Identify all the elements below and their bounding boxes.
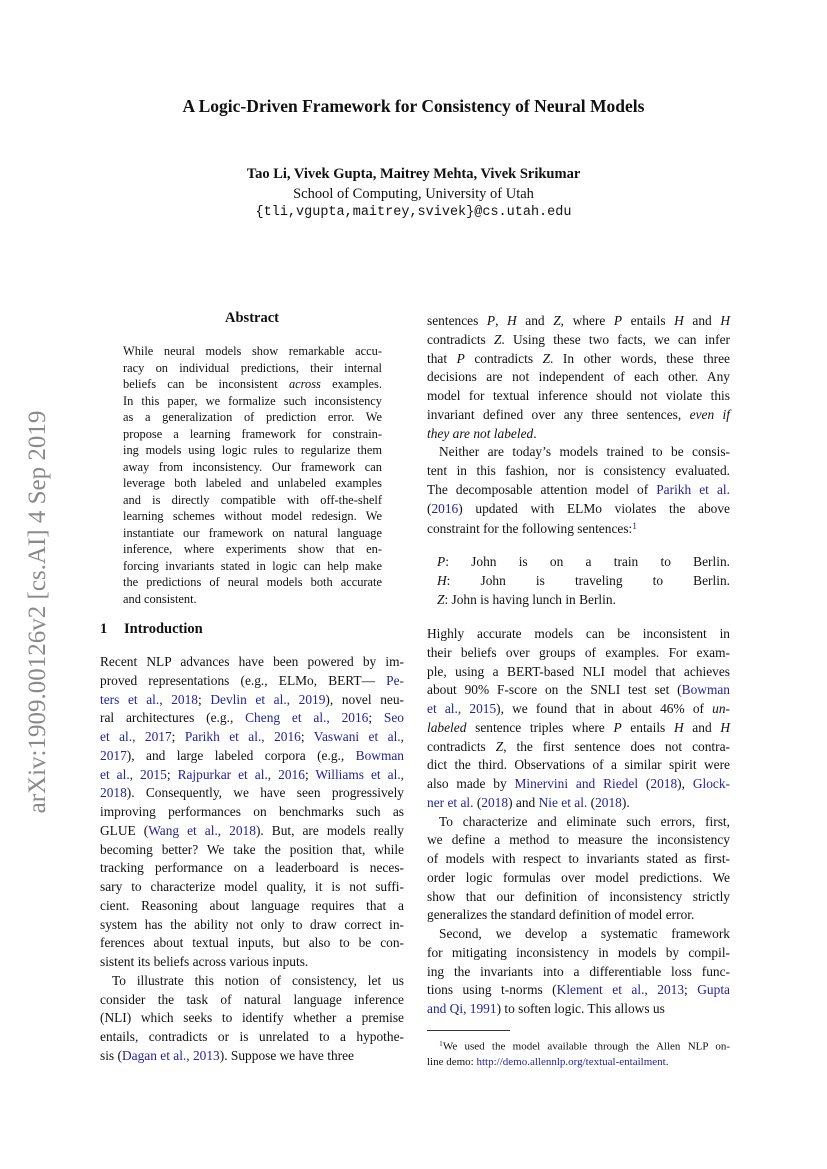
- section-number: 1: [100, 621, 108, 637]
- text-line: [100, 1047, 404, 1066]
- text-line: [100, 859, 404, 878]
- text-line: [427, 869, 730, 888]
- text-run: ) updated with ELMo violates the above: [458, 500, 730, 516]
- math-variable: Z: [553, 313, 561, 328]
- text-line: [123, 426, 382, 443]
- text-run: learning schemes without model redesign. We: [123, 509, 382, 523]
- text-run: and consistent.: [123, 591, 197, 606]
- text-run: contradicts: [427, 331, 494, 347]
- text-run: . Using these two facts, we can infer: [501, 331, 730, 347]
- text-line: [100, 878, 404, 897]
- text-line: [100, 822, 404, 841]
- text-run: ;: [684, 982, 698, 998]
- text-run: ;: [171, 729, 185, 744]
- text-run: show that our definition of inconsistency strictly: [427, 888, 730, 904]
- citation-link[interactable]: Nie et al.: [538, 794, 588, 810]
- text-run: invariant defined over any three sentences,: [427, 406, 690, 422]
- text-line: [100, 1009, 404, 1028]
- text-line: [100, 991, 404, 1010]
- text-run: The decomposable attention model of: [427, 481, 657, 497]
- text-run: While neural models show remarkable accu-: [123, 344, 382, 358]
- emphasis: un-: [712, 701, 731, 716]
- text-line: [427, 312, 730, 331]
- text-line: [427, 553, 730, 572]
- example-sentences: [427, 553, 730, 609]
- citation-link[interactable]: ters et al., 2018: [100, 691, 198, 707]
- text-run: model for textual inference should not violate this: [427, 388, 730, 403]
- text-line: [123, 343, 382, 360]
- footnote-marker[interactable]: 1: [632, 522, 637, 533]
- text-run: beliefs can be inconsistent: [123, 377, 289, 391]
- text-line: [123, 558, 382, 575]
- text-run: ), and large labeled corpora (e.g.,: [126, 747, 356, 763]
- text-line: [427, 425, 730, 444]
- text-line: [427, 1000, 730, 1019]
- emphasis: labeled: [427, 719, 467, 735]
- citation-link[interactable]: Klement et al., 2013: [556, 982, 685, 998]
- citation-link[interactable]: Vaswani et al.,: [313, 729, 405, 744]
- text-run: decisions are not independent of each other. Any: [427, 369, 730, 385]
- text-line: [427, 981, 730, 1000]
- emphasis: across: [288, 377, 321, 391]
- text-line: [427, 331, 730, 350]
- citation-link[interactable]: 2018: [481, 794, 509, 810]
- text-line: [427, 850, 730, 869]
- text-run: ;: [304, 766, 316, 782]
- text-line: [123, 475, 382, 492]
- text-line: [123, 360, 382, 377]
- text-run: about 90% F-score on the SNLI test set (: [427, 682, 682, 698]
- emphasis: even if: [689, 406, 730, 422]
- text-run: ). Consequently, we have seen progressively: [126, 785, 404, 801]
- text-line: [427, 406, 730, 425]
- math-variable: P: [486, 313, 496, 328]
- text-run: inference, where experiments show that en-: [123, 542, 382, 556]
- citation-link[interactable]: Gupta: [697, 982, 730, 998]
- citation-link[interactable]: and Qi, 1991: [427, 1001, 497, 1016]
- text-line: [100, 803, 404, 822]
- text-run: the predictions of neural models both accurate: [123, 575, 382, 589]
- text-run: (: [427, 500, 432, 516]
- text-line: [427, 719, 730, 738]
- text-line: [100, 897, 404, 916]
- citation-link[interactable]: Minervini and Riedel: [514, 776, 639, 791]
- text-run: for mitigating inconsistency in models by compil-: [427, 944, 730, 960]
- text-run: ), novel neu-: [325, 691, 404, 707]
- text-line: [123, 442, 382, 459]
- math-variable: P: [613, 719, 622, 735]
- text-run: . In other words, these three: [550, 350, 731, 366]
- text-run: improving performances on benchmarks such as: [100, 804, 404, 819]
- text-line: [427, 518, 730, 539]
- text-line: [427, 481, 730, 500]
- text-run: sentences: [427, 313, 487, 328]
- text-line: [100, 728, 404, 747]
- text-run: ,: [495, 313, 508, 328]
- text-run: ) and: [508, 794, 539, 810]
- text-run: ral architectures (e.g.,: [100, 710, 246, 726]
- text-run: sis (: [100, 1047, 122, 1063]
- text-line: [427, 644, 730, 663]
- text-run: and: [683, 313, 721, 328]
- citation-link[interactable]: 2018: [650, 776, 678, 791]
- text-run: Highly accurate models can be inconsistent in: [427, 626, 730, 641]
- math-variable: P: [613, 313, 623, 328]
- text-run: of models with respect to invariants stated as first-: [427, 851, 730, 866]
- text-run: instantiate our framework on natural language: [123, 525, 382, 540]
- citation-link[interactable]: Williams et al.,: [315, 766, 405, 782]
- text-run: racy on individual predictions, their internal: [123, 360, 382, 375]
- text-line: [123, 459, 382, 476]
- affiliation: School of Computing, University of Utah: [293, 186, 534, 202]
- text-run: To illustrate this notion of consistency, let us: [112, 972, 404, 988]
- citation-link[interactable]: 2018: [595, 794, 622, 810]
- text-line: [123, 525, 382, 542]
- text-line: [123, 591, 382, 608]
- section-heading-introduction: [100, 621, 203, 638]
- text-run: sary to characterize model quality, it is not suffi-: [100, 879, 404, 894]
- text-line: [427, 350, 730, 369]
- text-run: constraint for the following sentences:: [427, 521, 633, 537]
- text-run: and: [683, 719, 721, 735]
- text-run: away from inconsistency. Our framework can: [123, 459, 382, 474]
- text-line: [427, 775, 730, 794]
- citation-link[interactable]: 2017: [100, 747, 127, 763]
- text-line: [123, 376, 382, 393]
- text-run: proved representations (e.g., ELMo, BERT—: [100, 672, 387, 688]
- text-run: ;: [166, 766, 178, 782]
- citation-link[interactable]: Devlin et al., 2019: [210, 691, 326, 707]
- text-line: [427, 906, 730, 925]
- citation-link[interactable]: Wang et al., 2018: [148, 822, 256, 838]
- text-run: Recent NLP advances have been powered by im-: [100, 654, 404, 669]
- text-run: ;: [300, 729, 314, 744]
- text-run: sentence triples where: [466, 719, 614, 735]
- text-line: [100, 1028, 404, 1047]
- text-run: and: [516, 313, 554, 328]
- text-run: generalizes the standard definition of model error.: [427, 907, 695, 923]
- abstract-heading: Abstract: [225, 310, 279, 326]
- text-line: [427, 831, 730, 850]
- text-line: [427, 443, 730, 462]
- text-line: [427, 625, 730, 644]
- text-line: [100, 784, 404, 803]
- text-line: [100, 841, 404, 860]
- text-line: [427, 738, 730, 757]
- math-variable: Z: [495, 738, 504, 754]
- math-variable: P: [456, 350, 465, 366]
- text-line: [123, 508, 382, 525]
- text-run: their beliefs over groups of examples. For exam-: [427, 644, 730, 660]
- footnote: [427, 1036, 730, 1070]
- citation-link[interactable]: et al., 2015: [100, 766, 167, 782]
- footnote-marker[interactable]: 1: [439, 1039, 443, 1048]
- text-line: [427, 500, 730, 519]
- math-variable: H: [720, 313, 731, 328]
- text-line: [427, 700, 730, 719]
- text-run: examples.: [320, 377, 382, 391]
- text-run: Second, we develop a systematic framework: [439, 926, 730, 941]
- text-run: tent in this fashion, nor is consistency evaluated.: [427, 463, 730, 478]
- citation-link[interactable]: 2016: [431, 500, 459, 516]
- text-run: ;: [197, 691, 211, 707]
- text-line: [100, 916, 404, 935]
- text-line: [123, 541, 382, 558]
- citation-link[interactable]: et al., 2017: [100, 729, 172, 744]
- citation-link[interactable]: et al., 2015: [427, 701, 497, 716]
- text-line: [427, 756, 730, 775]
- text-run: consider the task of natural language inference: [100, 991, 404, 1007]
- text-line: [427, 1036, 730, 1054]
- citation-link[interactable]: Dagan et al., 2013: [121, 1047, 220, 1063]
- citation-link[interactable]: Bowman: [681, 682, 730, 698]
- text-run: ple, using a BERT-based NLI model that achieves: [427, 663, 730, 679]
- text-line: [100, 691, 404, 710]
- intro-right-column: [427, 625, 730, 1019]
- text-run: that: [427, 350, 457, 366]
- text-run: tions using t-norms (: [427, 982, 557, 998]
- math-variable: H: [437, 572, 447, 588]
- text-run: Neither are today’s models trained to be consis-: [439, 444, 730, 460]
- text-run: cient. Reasoning about language requires that a: [100, 897, 404, 913]
- text-line: [100, 972, 404, 991]
- citation-link[interactable]: Parikh et al.: [656, 481, 730, 497]
- text-run: ing models using logic rules to regularize them: [123, 443, 382, 457]
- text-line: [123, 409, 382, 426]
- text-run: ).: [621, 794, 630, 810]
- text-run: : John is traveling to Berlin.: [446, 572, 730, 588]
- text-run: becoming better? We take the position that, while: [100, 841, 404, 857]
- text-run: entails: [621, 719, 674, 735]
- author-list: Tao Li, Vivek Gupta, Maitrey Mehta, Vivek Srikumar: [246, 166, 581, 182]
- citation-link[interactable]: 2018: [100, 785, 127, 801]
- text-run: In this paper, we formalize such inconsistency: [123, 393, 382, 408]
- text-line: [123, 393, 382, 410]
- citation-link[interactable]: Rajpurkar et al., 2016: [177, 766, 305, 782]
- intro-right-column-top: [427, 312, 730, 539]
- text-line: [427, 813, 730, 832]
- text-run: dict the third. Observations of a similar spirit were: [427, 757, 730, 773]
- text-run: : John is on a train to Berlin.: [445, 554, 730, 569]
- text-line: [427, 368, 730, 387]
- text-run: (: [638, 776, 651, 791]
- author-emails: {tli,vgupta,maitrey,svivek}@cs.utah.edu: [255, 205, 572, 220]
- text-run: we define a method to measure the inconsistency: [427, 832, 730, 848]
- footnote-divider: [427, 1030, 510, 1031]
- paper-title: A Logic-Driven Framework for Consistency of Neural Models: [182, 96, 645, 116]
- text-run: propose a learning framework for constrain-: [123, 426, 382, 441]
- text-run: line demo:: [427, 1056, 477, 1069]
- text-line: [100, 747, 404, 766]
- text-run: ), we found that in about 46% of: [496, 701, 713, 716]
- text-line: [100, 766, 404, 785]
- text-run: , the first sentence does not contra-: [503, 738, 730, 754]
- citation-link[interactable]: Bowman: [355, 747, 404, 763]
- text-run: system has the ability not only to draw correct in-: [100, 916, 404, 932]
- text-run: , where: [560, 313, 614, 328]
- text-line: [427, 572, 730, 591]
- emphasis: they are not labeled: [427, 425, 534, 441]
- math-variable: H: [674, 313, 684, 328]
- text-line: [427, 387, 730, 406]
- text-run: GLUE (: [100, 822, 149, 838]
- text-run: ing the invariants into a differentiable loss func-: [427, 963, 730, 979]
- text-run: entails, contradicts or is unrelated to a hypothe-: [100, 1029, 404, 1044]
- text-run: tracking performance on a leaderboard is neces-: [100, 860, 404, 876]
- text-run: ;: [368, 710, 384, 726]
- text-run: .: [665, 1056, 669, 1069]
- text-run: To characterize and eliminate such errors, first,: [439, 813, 730, 829]
- text-line: [427, 944, 730, 963]
- math-variable: H: [507, 313, 517, 328]
- citation-link[interactable]: Cheng et al., 2016: [245, 710, 369, 726]
- text-line: [427, 794, 730, 813]
- math-variable: H: [720, 719, 730, 735]
- section-title: Introduction: [124, 621, 203, 637]
- text-run: We used the model available through the Allen NLP on-: [442, 1040, 730, 1053]
- text-line: [427, 663, 730, 682]
- text-run: .: [533, 425, 537, 441]
- text-run: (: [473, 794, 482, 810]
- text-run: as a generalization of prediction error. We: [123, 410, 382, 424]
- text-run: entails: [622, 313, 675, 328]
- text-line: [100, 934, 404, 953]
- math-variable: Z: [493, 331, 502, 347]
- math-variable: H: [673, 719, 684, 735]
- text-line: [427, 888, 730, 907]
- text-run: and is directly compatible with off-the-shelf: [123, 492, 382, 507]
- citation-link[interactable]: Seo: [383, 710, 404, 726]
- text-line: [427, 925, 730, 944]
- math-variable: Z: [542, 350, 551, 366]
- text-run: contradicts: [464, 350, 543, 366]
- text-run: also made by: [427, 776, 515, 791]
- text-run: forcing invariants stated in logic can help make: [123, 558, 382, 573]
- text-line: [100, 709, 404, 728]
- text-run: sistent its beliefs across various inputs.: [100, 954, 309, 969]
- math-variable: P: [437, 554, 446, 569]
- text-line: [100, 953, 404, 972]
- intro-left-column: [100, 653, 404, 1066]
- text-line: [427, 591, 730, 610]
- citation-link[interactable]: http://demo.allennlp.org/textual-entailment: [476, 1056, 666, 1069]
- text-run: (NLI) which seeks to identify whether a premise: [100, 1010, 404, 1026]
- text-line: [427, 462, 730, 481]
- text-run: : John is having lunch in Berlin.: [444, 591, 616, 607]
- text-run: contradicts: [427, 738, 496, 754]
- abstract-body: [123, 343, 382, 607]
- text-run: ). But, are models really: [255, 822, 405, 838]
- citation-link[interactable]: ner et al.: [427, 794, 474, 810]
- text-line: [100, 653, 404, 672]
- text-line: [427, 681, 730, 700]
- text-line: [123, 574, 382, 591]
- text-run: leverage both labeled and unlabeled examples: [123, 476, 382, 490]
- text-line: [100, 672, 404, 691]
- text-line: [123, 492, 382, 509]
- text-line: [427, 963, 730, 982]
- text-run: order logic formulas over model predictions. We: [427, 869, 730, 885]
- citation-link[interactable]: Glock-: [692, 776, 730, 791]
- text-run: ferences about textual inputs, but also to be con-: [100, 935, 404, 951]
- arxiv-stamp: arXiv:1909.00126v2 [cs.AI] 4 Sep 2019: [24, 410, 51, 814]
- text-run: (: [587, 794, 596, 810]
- math-variable: Z: [437, 591, 445, 607]
- text-run: ). Suppose we have three: [219, 1047, 354, 1063]
- citation-link[interactable]: Pe-: [386, 672, 404, 688]
- citation-link[interactable]: Parikh et al., 2016: [184, 729, 301, 744]
- text-run: ) to soften logic. This allows us: [496, 1001, 665, 1016]
- text-run: ),: [677, 776, 693, 791]
- text-line: [427, 1054, 730, 1070]
